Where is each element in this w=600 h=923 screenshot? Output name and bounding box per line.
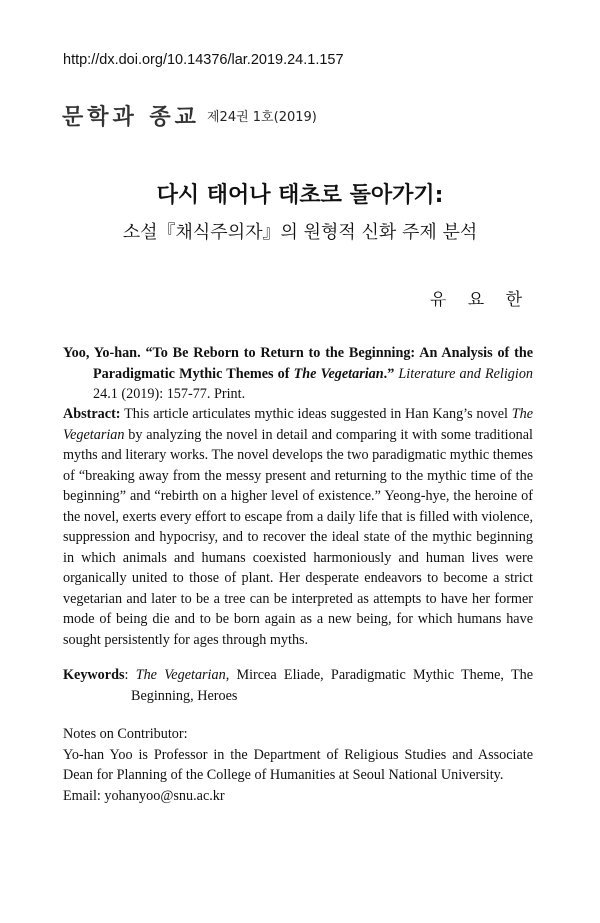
citation-details: 24.1 (2019): 157-77. Print. (93, 386, 246, 402)
keywords-rest: , Mircea Eliade, Paradigmatic Mythic Theme, The Beginning, Heroes (131, 667, 533, 704)
citation (63, 343, 533, 405)
abstract-novel-title: The Vegetarian (63, 406, 533, 443)
keyword-novel: The Vegetarian (135, 667, 226, 683)
notes-heading: Notes on Contributor: (63, 726, 188, 742)
doi-link[interactable]: http://dx.doi.org/10.14376/lar.2019.24.1.157 (63, 52, 344, 68)
issue-info: 제24권 1호(2019) (207, 110, 317, 125)
citation-title: “To Be Reborn to Return to the Beginning: An Analysis of the Paradigmatic Mythic Themes of The Vegetarian.” (93, 345, 534, 382)
abstract-label: Abstract: (63, 406, 121, 422)
article-title: 다시 태어나 태초로 돌아가기: (156, 183, 444, 208)
keywords: Keywords: The Vegetarian, Mircea Eliade, Paradigmatic Mythic Theme, The Beginning, Heroes (63, 667, 533, 704)
journal-logo: 문학과 종교 (62, 105, 200, 130)
author-korean: 유 요 한 (429, 290, 530, 310)
keywords-label: Keywords (63, 667, 125, 683)
abstract (63, 404, 533, 650)
abstract-text-2: by analyzing the novel in detail and comparing it with some traditional myths and literary works. The novel develops the two paradigmatic mythic themes of “breaking away from the messy present and returning to the mythic time of the beginning” and “rebirth on a higher level of existence.” Yeong-hye, the heroine of the novel, exerts every effort to escape from a daily life that is filled with violence, suppression and hypocrisy, and to recover the ideal state of the mythic beginning in which animals and humans coexisted harmoniously and human lives were organically united to those of plant. Her desperate endeavors to become a strict vegetarian and later to be a tree can be interpreted as attempts to have her former mode of being die and to be born again as a new being, for which humans have sought persistently for ages through myths. (63, 426, 534, 648)
abstract-text-1: This article articulates mythic ideas suggested in Han Kang’s novel (124, 406, 508, 422)
notes-text: Yo-han Yoo is Professor in the Department of Religious Studies and Associate Dean for Planning of the College of Humanities at Seoul National University. (63, 746, 533, 783)
article-subtitle: 소설『채식주의자』의 원형적 신화 주제 분석 (122, 222, 478, 243)
notes-email[interactable]: Email: yohanyoo@snu.ac.kr (63, 787, 225, 804)
contributor-notes (63, 724, 533, 806)
citation-authors: Yoo, Yo-han. (63, 345, 141, 361)
citation-journal: Literature and Religion (398, 365, 534, 382)
